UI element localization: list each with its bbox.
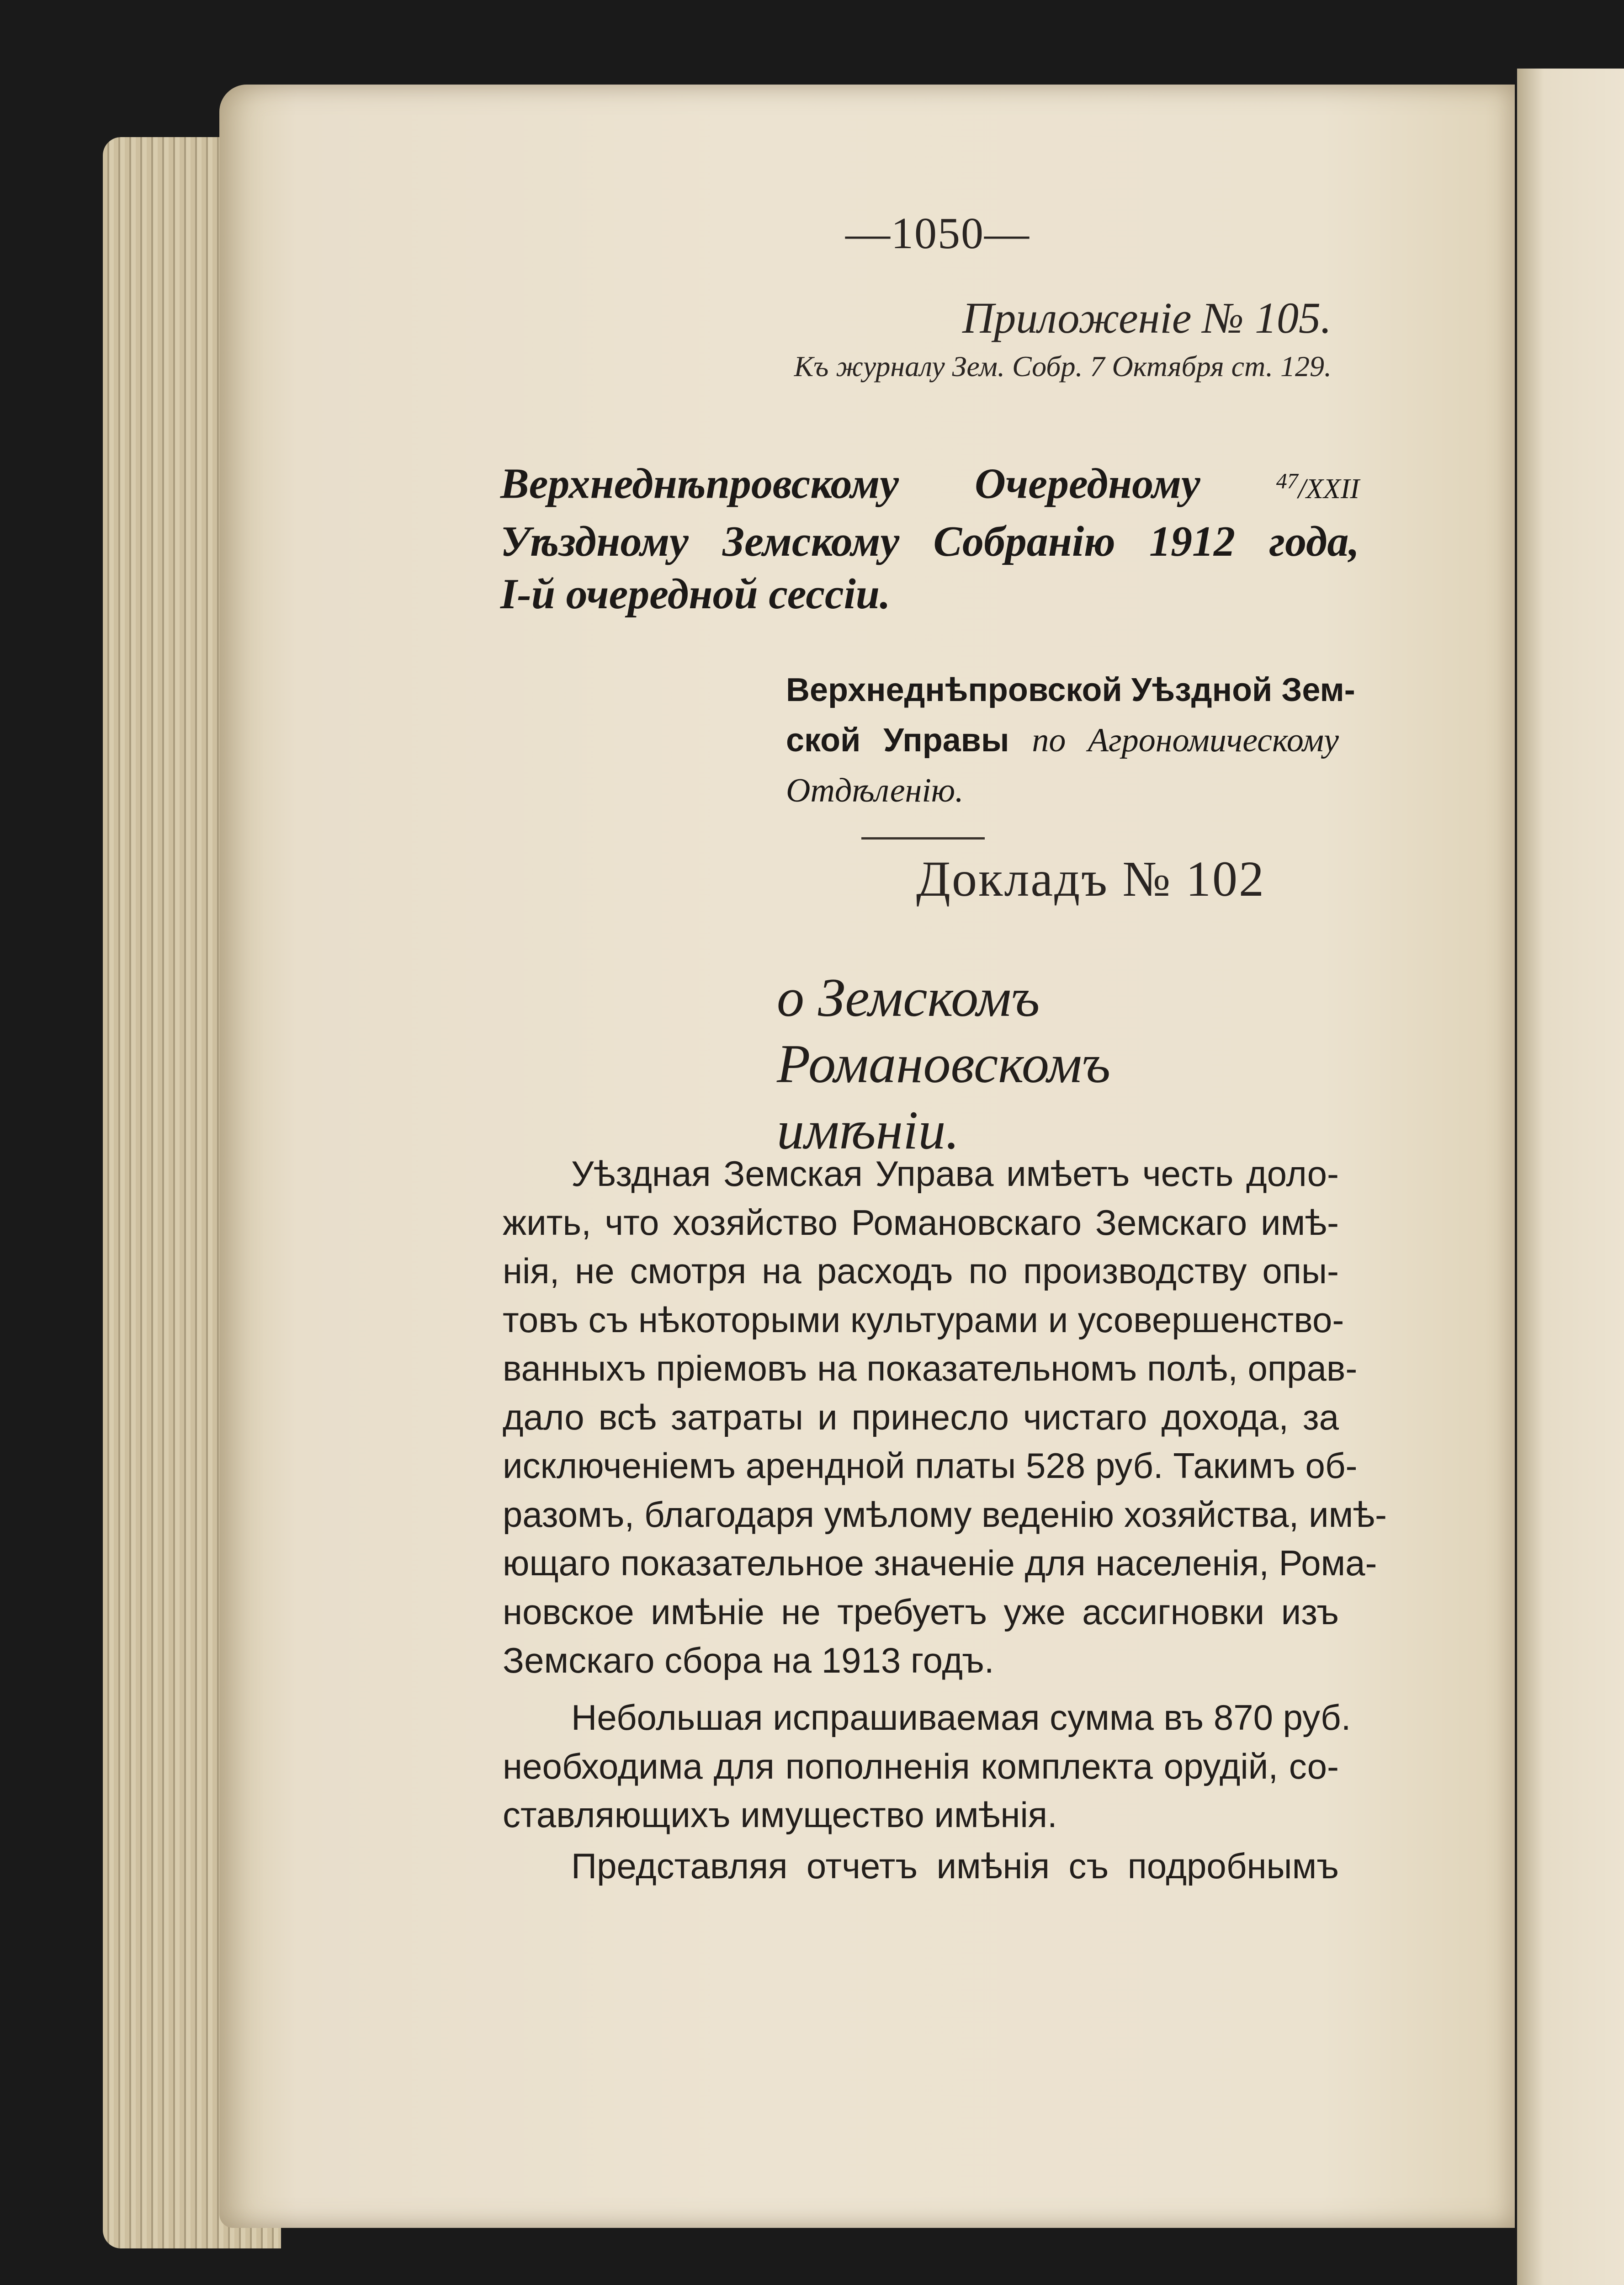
report-title: Докладъ № 102: [916, 851, 1265, 907]
assembly-line-2: Уѣздному Земскому Собранiю 1912 года,: [500, 517, 1359, 565]
paragraph-3: Представляя отчетъ имѣнiя съ подробнымъ: [571, 1846, 1339, 1886]
appendix-title: Приложенiе № 105.: [962, 293, 1332, 342]
divider-rule: [861, 837, 985, 840]
facing-page-edge: [1517, 69, 1624, 2285]
board-line-2: ской Управы по Агрономическому: [786, 722, 1339, 759]
appendix-reference: Къ журналу Зем. Собр. 7 Октября ст. 129.: [794, 350, 1332, 383]
assembly-address: [500, 455, 1359, 621]
paragraph-1: Уѣздная Земская Управа имѣетъ честь доло- жить, что хозяйство Романовскаго Земскаго имѣ- нiя, не смотря на расходъ по производству опы- товъ съ нѣкоторыми культурами и усовершенство- ванныхъ прiемовъ на показательномъ полѣ, оправ- дало всѣ затраты и принесло чистаго дохода, за исключенiемъ арендной платы 528 руб. Такимъ об- разомъ, благодаря умѣлому веденiю хозяйства, имѣ- ющаго показательное значенiе для населенiя, Рома- новское имѣнiе не требуетъ уже ассигновки изъ Земскаго сбора на 1913 годъ.: [503, 1153, 1387, 1680]
paragraph-2: Небольшая испрашиваемая сумма въ 870 руб. необходима для пополненiя комплекта орудiй, со- ставляющихъ имущество имѣнiя.: [503, 1697, 1351, 1835]
assembly-line-1: Верхнеднѣпровскому Очередному $^{47}$/XXII: [500, 460, 1359, 508]
board-line-1: Верхнеднѣпровской Уѣздной Зем-: [786, 672, 1355, 708]
board-signature: [786, 665, 1355, 816]
assembly-line-3: І-й очередной сессiи.: [500, 570, 891, 618]
page-number: —1050—: [845, 209, 1030, 258]
report-subject: о Земскомъ Романовскомъ имѣнiи.: [777, 967, 1111, 1160]
journal-fraction: $^{47}$/XXII: [1276, 469, 1359, 505]
board-line-3: Отдѣленiю.: [786, 772, 964, 809]
